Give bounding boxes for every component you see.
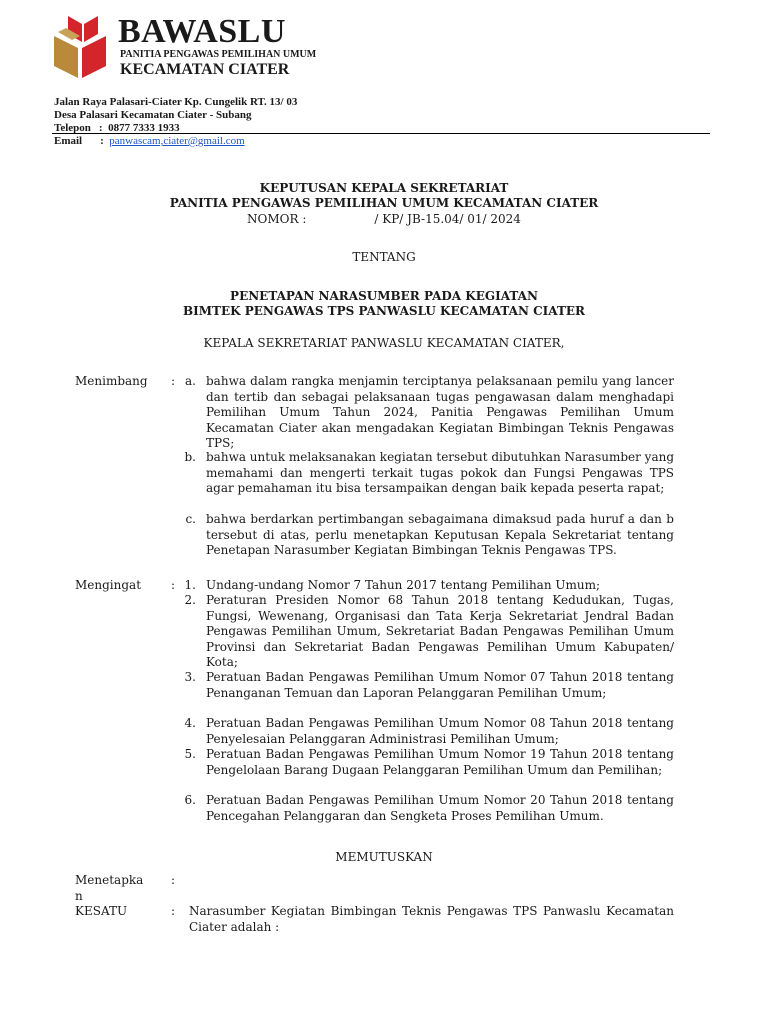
- mengingat-item-2: Peraturan Presiden Nomor 68 Tahun 2018 tentang Kedudukan, Tugas, Fungsi, Wewenang, Organisasi dan Tata Kerja Sekretariat Jendral Badan Pengawas Pemilihan Umum, Sekretariat Badan Pengawas Pemilihan Umum Provinsi dan Sekretariat Badan Pengawas Pemilihan Umum Kabupaten/ Kota;: [206, 593, 674, 669]
- mengingat-item-5: Peratuan Badan Pengawas Pemilihan Umum Nomor 19 Tahun 2018 tentang Pengelolaan Barang Dugaan Pelanggaran Pemilihan Umum dan Pemilihan;: [206, 747, 674, 777]
- kesatu-colon: :: [171, 904, 176, 918]
- subject-line-2: BIMTEK PENGAWAS TPS PANWASLU KECAMATAN CIATER: [183, 304, 585, 318]
- menimbang-label: Menimbang: [75, 374, 148, 388]
- menetapkan-label-2: n: [75, 889, 83, 903]
- menimbang-item-c: bahwa berdarkan pertimbangan sebagaimana dimaksud pada huruf a dan b tersebut di atas, perlu menetapkan Keputusan Kepala Sekretariat tentang Penetapan Narasumber Kegiatan Bimbingan Teknis Pengawas TPS.: [206, 512, 674, 557]
- nomor-label: NOMOR :: [247, 212, 307, 226]
- email-label: Email: [54, 135, 83, 147]
- menimbang-colon: :: [171, 374, 176, 388]
- address-line-1: Jalan Raya Palasari-Ciater Kp. Cungelik RT. 13/ 03: [54, 96, 298, 108]
- nomor-value: / KP/ JB-15.04/ 01/ 2024: [374, 212, 521, 226]
- menimbang-item-b: bahwa untuk melaksanakan kegiatan tersebut dibutuhkan Narasumber yang memahami dan mengerti terkait tugas pokok dan Fungsi Pengawas TPS agar pemahaman itu bisa tersampaikan dengan baik kepada peserta rapat;: [206, 450, 675, 495]
- phone-line: Telepon : 0877 7333 1933: [54, 122, 180, 134]
- phone-value: 0877 7333 1933: [108, 122, 180, 134]
- phone-label: Telepon: [54, 122, 91, 134]
- mengingat-marker-3: 3.: [184, 670, 196, 684]
- subject-line-1: PENETAPAN NARASUMBER PADA KEGIATAN: [230, 289, 538, 303]
- letterhead-divider: [52, 133, 710, 134]
- mengingat-item-3: Peratuan Badan Pengawas Pemilihan Umum Nomor 07 Tahun 2018 tentang Penanganan Temuan dan Laporan Pelanggaran Pemilihan Umum;: [206, 670, 674, 700]
- authority-line: KEPALA SEKRETARIAT PANWASLU KECAMATAN CIATER,: [203, 336, 565, 350]
- mengingat-label: Mengingat: [75, 578, 142, 592]
- address-line-2: Desa Palasari Kecamatan Ciater - Subang: [54, 109, 252, 121]
- memutuskan-heading: MEMUTUSKAN: [335, 850, 433, 864]
- org-subtitle: PANITIA PENGAWAS PEMILIHAN UMUM: [120, 49, 317, 60]
- mengingat-item-1: Undang-undang Nomor 7 Tahun 2017 tentang Pemilihan Umum;: [206, 578, 601, 592]
- mengingat-item-6: Peratuan Badan Pengawas Pemilihan Umum Nomor 20 Tahun 2018 tentang Pencegahan Pelanggaran dan Sengketa Proses Pemilihan Umum.: [206, 793, 674, 823]
- mengingat-marker-1: 1.: [184, 578, 196, 592]
- menimbang-item-a: bahwa dalam rangka menjamin terciptanya pelaksanaan pemilu yang lancer dan tertib dan sebagai pelaksanaan tugas pengawasan dalam menghadapi Pemilihan Umum Tahun 2024, Panitia Pengawas Pemilihan Umum Kecamatan Ciater akan mengadakan Kegiatan Bimbingan Teknis Pengawas TPS;: [206, 374, 674, 450]
- bawaslu-logo: [52, 14, 108, 80]
- menimbang-marker-b: b.: [184, 450, 196, 464]
- menetapkan-label-1: Menetapka: [75, 873, 144, 887]
- menimbang-marker-c: c.: [185, 512, 196, 526]
- tentang-heading: TENTANG: [352, 250, 416, 264]
- mengingat-item-4: Peratuan Badan Pengawas Pemilihan Umum Nomor 08 Tahun 2018 tentang Penyelesaian Pelanggaran Administrasi Pemilihan Umum;: [206, 716, 674, 746]
- mengingat-marker-2: 2.: [184, 593, 196, 607]
- org-name: BAWASLU: [118, 13, 286, 50]
- mengingat-marker-4: 4.: [184, 716, 196, 730]
- nomor-line: [0, 212, 768, 227]
- mengingat-marker-5: 5.: [184, 747, 196, 761]
- org-unit: KECAMATAN CIATER: [120, 61, 290, 78]
- email-link[interactable]: panwascam,ciater@gmail.com: [109, 135, 245, 147]
- email-line: Email : panwascam,ciater@gmail.com: [54, 135, 245, 147]
- kesatu-text: Narasumber Kegiatan Bimbingan Teknis Pengawas TPS Panwaslu Kecamatan Ciater adalah :: [189, 904, 674, 934]
- title-line-2: PANITIA PENGAWAS PEMILIHAN UMUM KECAMATAN CIATER: [169, 196, 599, 210]
- menimbang-marker-a: a.: [185, 374, 196, 388]
- menetapkan-colon: :: [171, 873, 176, 887]
- title-line-1: KEPUTUSAN KEPALA SEKRETARIAT: [259, 181, 509, 195]
- mengingat-marker-6: 6.: [184, 793, 196, 807]
- kesatu-label: KESATU: [75, 904, 128, 918]
- mengingat-colon: :: [171, 578, 176, 592]
